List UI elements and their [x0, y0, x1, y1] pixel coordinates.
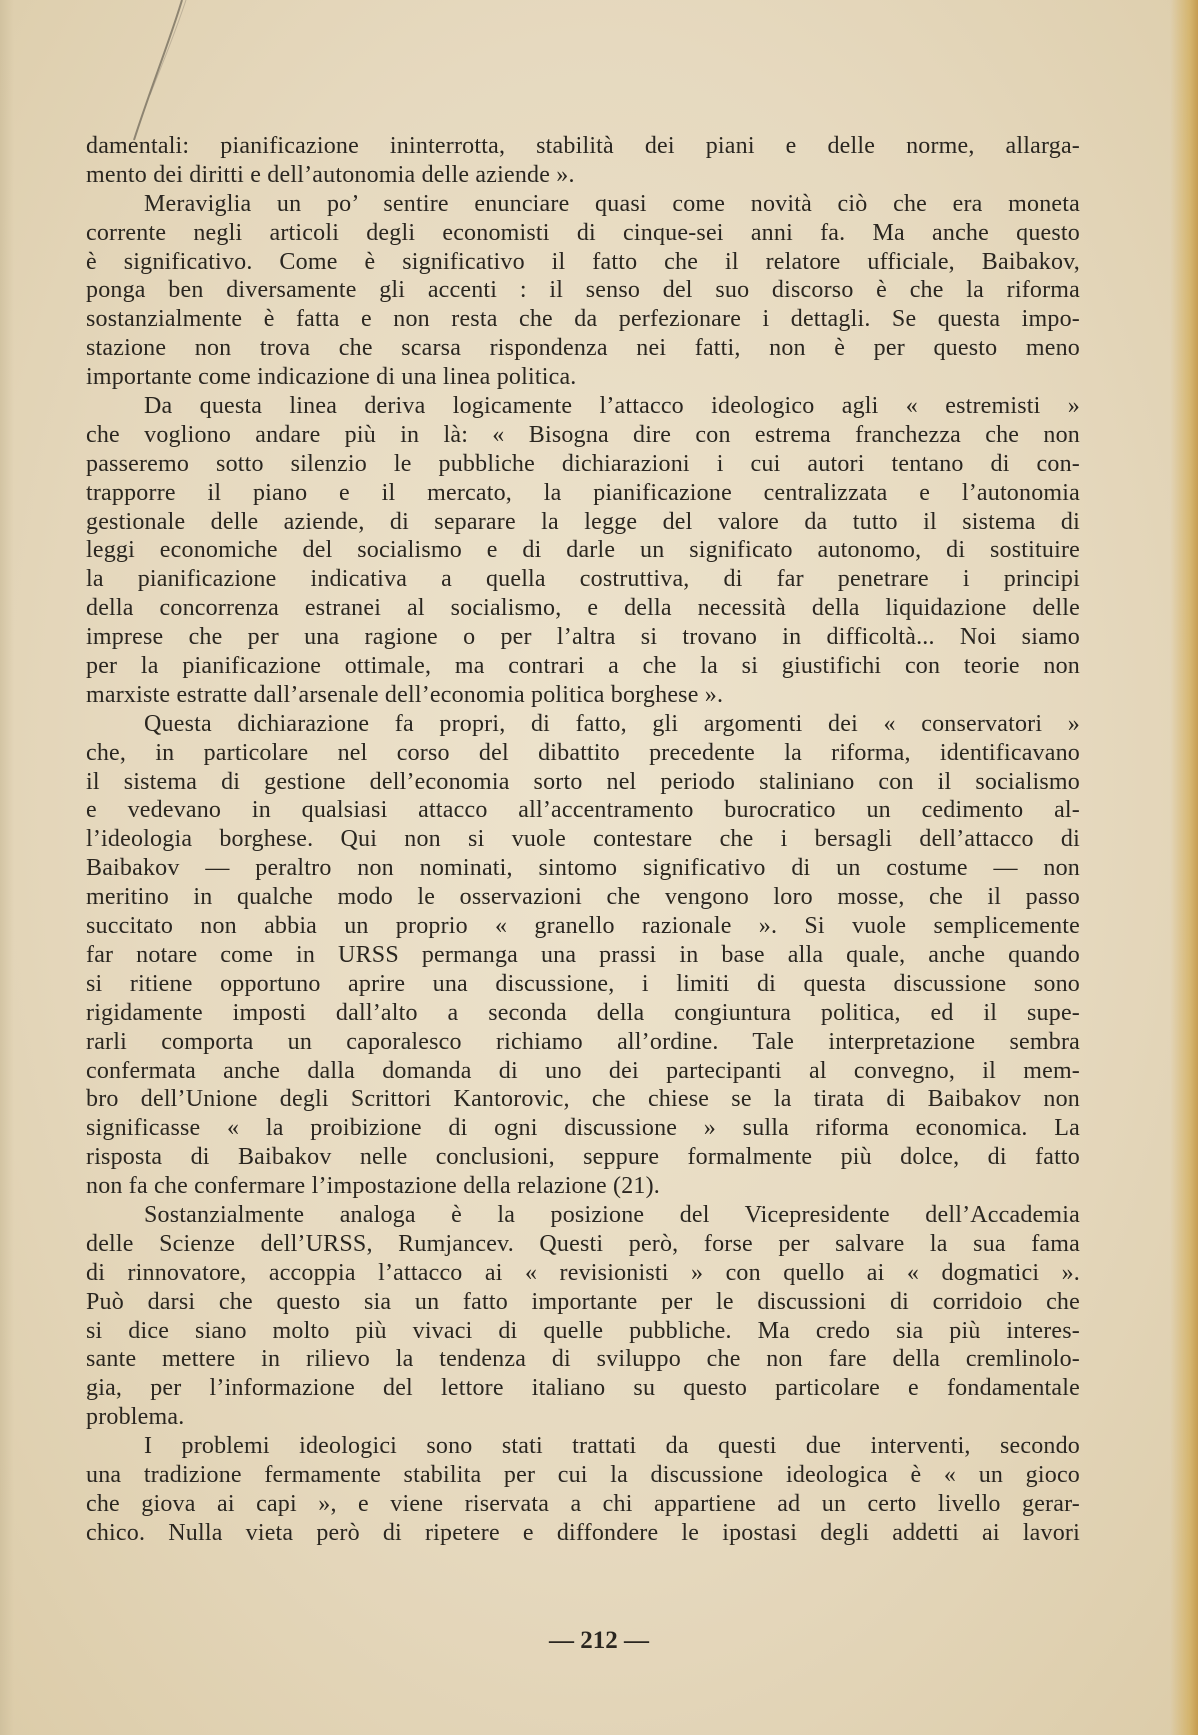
- text-line: chico. Nulla vieta però di ripetere e diffondere le ipostasi degli addetti ai lavori: [86, 1519, 1080, 1546]
- text-line: marxiste estratte dall’arsenale dell’economia politica borghese ».: [86, 681, 724, 708]
- text-line: che giova ai capi », e viene riservata a chi appartiene ad un certo livello gerar-: [86, 1490, 1080, 1517]
- text-line: che vogliono andare più in là: « Bisogna dire con estrema franchezza che non: [86, 421, 1080, 448]
- text-line: damentali: pianificazione ininterrotta, stabilità dei piani e delle norme, allarga-: [86, 133, 1080, 159]
- text-line: una tradizione fermamente stabilita per cui la discussione ideologica è « un gioco: [86, 1461, 1080, 1488]
- body-text: [86, 132, 1080, 1548]
- text-line: di rinnovatore, accoppia l’attacco ai « revisionisti » con quello ai « dogmatici ».: [86, 1259, 1080, 1286]
- text-line: della concorrenza estranei al socialismo, e della necessità della liquidazione delle: [86, 595, 1080, 622]
- text-line: si dice siano molto più vivaci di quelle pubbliche. Ma credo sia più interes-: [86, 1317, 1080, 1344]
- text-line: trapporre il piano e il mercato, la pianificazione centralizzata e l’autonomia: [86, 479, 1080, 506]
- text-line: risposta di Baibakov nelle conclusioni, seppure formalmente più dolce, di fatto: [86, 1144, 1080, 1171]
- text-line: per la pianificazione ottimale, ma contrari a che la si giustifichi con teorie non: [86, 653, 1080, 680]
- text-line: leggi economiche del socialismo e di darle un significato autonomo, di sostituire: [86, 537, 1080, 564]
- text-line: stazione non trova che scarsa rispondenza nei fatti, non è per questo meno: [86, 335, 1080, 362]
- text-line: sante mettere in rilievo la tendenza di sviluppo che non fare della cremlinolo-: [86, 1346, 1080, 1373]
- text-line: imprese che per una ragione o per l’altra si trovano in difficoltà... Noi siamo: [86, 624, 1080, 651]
- text-line: gestionale delle aziende, di separare la legge del valore da tutto il sistema di: [86, 508, 1080, 535]
- text-line: ponga ben diversamente gli accenti : il senso del suo discorso è che la riforma: [86, 277, 1080, 304]
- text-line: Meraviglia un po’ sentire enunciare quasi come novità ciò che era moneta: [144, 190, 1080, 217]
- text-line: è significativo. Come è significativo il fatto che il relatore ufficiale, Baibakov,: [86, 248, 1080, 275]
- page-right-edge-stain: [1170, 0, 1198, 1735]
- text-line: Da questa linea deriva logicamente l’attacco ideologico agli « estremisti »: [144, 393, 1080, 420]
- text-line: Può darsi che questo sia un fatto importante per le discussioni di corridoio che: [86, 1288, 1080, 1315]
- text-line: sostanzialmente è fatta e non resta che da perfezionare i dettagli. Se questa impo-: [86, 306, 1080, 333]
- text-line: corrente negli articoli degli economisti di cinque-sei anni fa. Ma anche questo: [86, 219, 1080, 246]
- text-line: il sistema di gestione dell’economia sorto nel periodo staliniano con il socialismo: [86, 768, 1080, 795]
- pencil-mark: [120, 0, 200, 150]
- text-line: confermata anche dalla domanda di uno dei partecipanti al convegno, il mem-: [86, 1057, 1080, 1084]
- text-line: significasse « la proibizione di ogni discussione » sulla riforma economica. La: [86, 1115, 1080, 1142]
- text-line: importante come indicazione di una linea politica.: [86, 364, 577, 391]
- text-line: far notare come in URSS permanga una prassi in base alla quale, anche quando: [86, 941, 1080, 968]
- text-line: la pianificazione indicativa a quella costruttiva, di far penetrare i principi: [86, 566, 1080, 593]
- text-line: l’ideologia borghese. Qui non si vuole contestare che i bersagli dell’attacco di: [86, 826, 1080, 853]
- page-number: — 212 —: [549, 1627, 649, 1654]
- text-line: e vedevano in qualsiasi attacco all’accentramento burocratico un cedimento al-: [86, 797, 1080, 824]
- text-line: succitato non abbia un proprio « granello razionale ». Si vuole semplicemente: [86, 913, 1080, 940]
- text-line: rarli comporta un caporalesco richiamo all’ordine. Tale interpretazione sembra: [86, 1028, 1080, 1055]
- text-line: meritino in qualche modo le osservazioni che vengono loro mosse, che il passo: [86, 884, 1080, 911]
- text-line: Sostanzialmente analoga è la posizione del Vicepresidente dell’Accademia: [144, 1201, 1080, 1228]
- text-line: problema.: [86, 1404, 185, 1431]
- text-line: I problemi ideologici sono stati trattati da questi due interventi, secondo: [144, 1433, 1080, 1460]
- text-line: si ritiene opportuno aprire una discussione, i limiti di questa discussione sono: [86, 970, 1080, 997]
- text-line: mento dei diritti e dell’autonomia delle aziende ».: [86, 161, 575, 188]
- text-line: Baibakov — peraltro non nominati, sintomo significativo di un costume — non: [86, 855, 1080, 882]
- text-line: non fa che confermare l’impostazione della relazione (21).: [86, 1173, 660, 1200]
- text-line: Questa dichiarazione fa propri, di fatto, gli argomenti dei « conservatori »: [144, 710, 1080, 737]
- text-line: che, in particolare nel corso del dibattito precedente la riforma, identificavano: [86, 739, 1080, 766]
- text-line: rigidamente imposti dall’alto a seconda della congiuntura politica, ed il supe-: [86, 999, 1080, 1026]
- page-left-shadow: [0, 0, 14, 1735]
- text-line: bro dell’Unione degli Scrittori Kantorovic, che chiese se la tirata di Baibakov non: [86, 1086, 1080, 1113]
- text-line: passeremo sotto silenzio le pubbliche dichiarazioni i cui autori tentano di con-: [86, 450, 1080, 477]
- text-line: delle Scienze dell’URSS, Rumjancev. Questi però, forse per salvare la sua fama: [86, 1230, 1080, 1257]
- text-line: gia, per l’informazione del lettore italiano su questo particolare e fondamentale: [86, 1375, 1080, 1402]
